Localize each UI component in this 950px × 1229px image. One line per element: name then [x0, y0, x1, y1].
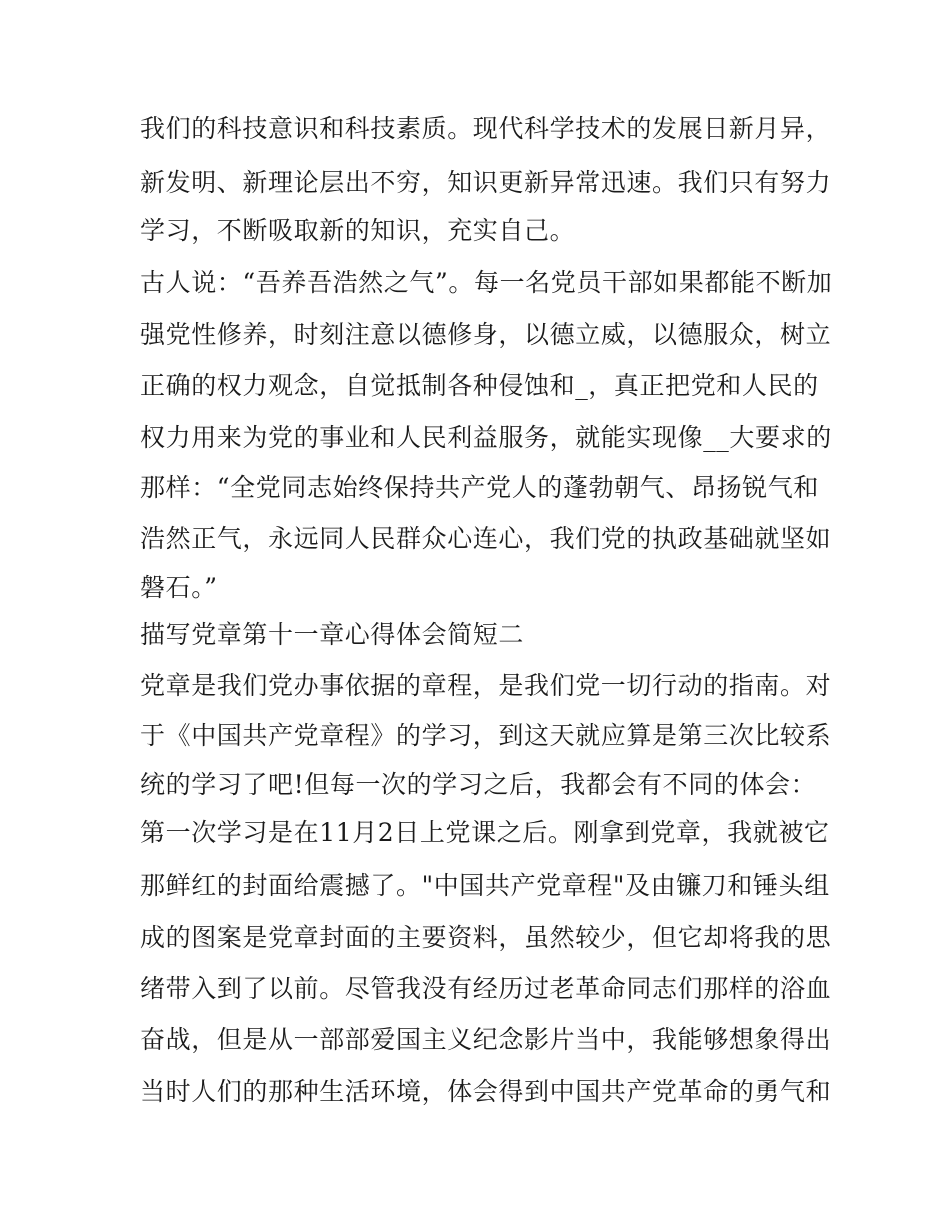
- text-line: 统的学习了吧!但每一次的学习之后，我都会有不同的体会：: [140, 770, 817, 799]
- text-line: 当时人们的那种生活环境，体会得到中国共产党革命的勇气和: [140, 1077, 832, 1106]
- text-line: 学习，不断吸取新的知识，充实自己。: [140, 216, 576, 245]
- text-line: 浩然正气，永远同人民群众心连心，我们党的执政基础就坚如: [140, 524, 832, 553]
- text-line: 强党性修养，时刻注意以德修身，以德立威，以德服众，树立: [140, 320, 832, 349]
- text-line: 权力用来为党的事业和人民利益服务，就能实现像__大要求的: [140, 423, 832, 452]
- text-line: 那样：“全党同志始终保持共产党人的蓬勃朝气、昂扬锐气和: [140, 473, 819, 502]
- text-line: 正确的权力观念，自觉抵制各种侵蚀和_，真正把党和人民的: [140, 371, 819, 400]
- text-line: 成的图案是党章封面的主要资料，虽然较少，但它却将我的思: [140, 923, 832, 952]
- section-heading: 描写党章第十一章心得体会简短二: [140, 620, 525, 649]
- text-line: 我们的科技意识和科技素质。现代科学技术的发展日新月异，: [140, 114, 832, 143]
- text-line: 绪带入到了以前。尽管我没有经历过老革命同志们那样的浴血: [140, 974, 832, 1003]
- text-line: 党章是我们党办事依据的章程，是我们党一切行动的指南。对: [140, 671, 832, 700]
- text-line: 磐石。”: [140, 573, 218, 602]
- text-line: 奋战，但是从一部部爱国主义纪念影片当中，我能够想象得出: [140, 1025, 832, 1054]
- text-line: 新发明、新理论层出不穷，知识更新异常迅速。我们只有努力: [140, 168, 832, 197]
- text-line: 于《中国共产党章程》的学习，到这天就应算是第三次比较系: [140, 721, 832, 750]
- text-line: 那鲜红的封面给震撼了。"中国共产党章程"及由镰刀和锤头组: [140, 871, 830, 900]
- text-line: 古人说：“吾养吾浩然之气”。每一名党员干部如果都能不断加: [140, 268, 833, 297]
- text-line: 第一次学习是在11月2日上党课之后。刚拿到党章，我就被它: [140, 818, 830, 847]
